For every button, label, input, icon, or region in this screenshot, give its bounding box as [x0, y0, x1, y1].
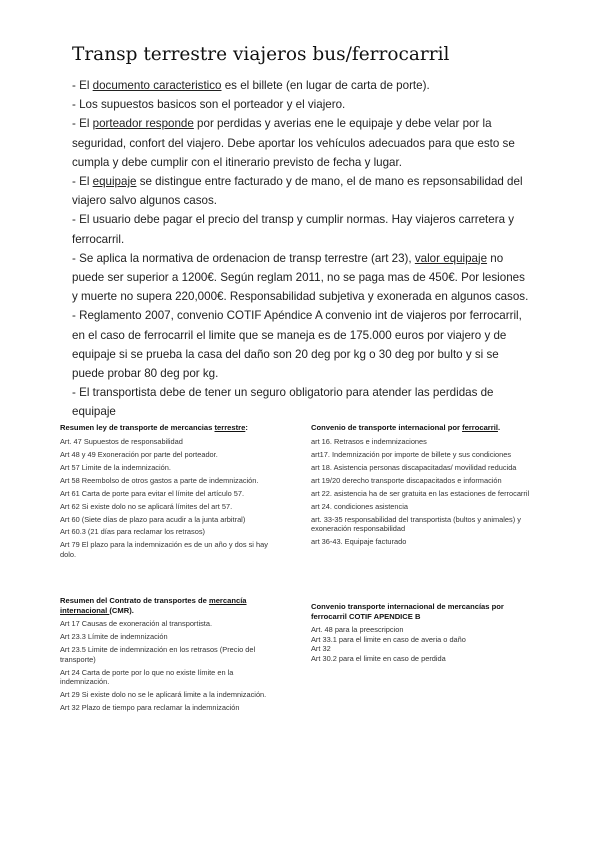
paragraph: [72, 172, 532, 210]
text: es el billete (en lugar de carta de porte).: [221, 79, 430, 92]
text: (CMR).: [109, 605, 134, 615]
list-item: art 18. Asistencia personas discapacitadas/ movilidad reducida: [311, 462, 517, 472]
main-text: [72, 76, 532, 422]
list-item: Art 62 Si existe dolo no se aplicará límites del art 57.: [60, 501, 233, 511]
list-item: Art 23.3 Límite de indemnización: [60, 632, 168, 642]
list-item: art17. Indemnización por importe de billete y sus condiciones: [311, 449, 512, 459]
paragraph: - Los supuestos basicos son el porteador y el viajero.: [72, 98, 346, 112]
paragraph: - El transportista debe de tener un seguro obligatorio para atender las perdidas de equipaje: [72, 386, 494, 419]
list-item: Art 23.5 Limite de indemnización en los retrasos (Precio del transporte): [60, 645, 256, 664]
list-item: Art. 48 para la preescripcion: [311, 625, 404, 635]
underlined-term: mercancía internacional: [60, 596, 247, 615]
text: Convenio de transporte internacional por: [311, 423, 463, 432]
text: Resumen del Contrato de transportes de: [60, 596, 209, 605]
list-item: Art 79 El plazo para la indemnización es de un año y dos si hay dolo.: [60, 540, 268, 560]
underlined-term: porteador responde: [92, 117, 194, 131]
list-item: Art 33.1 para el limite en caso de averia o daño: [311, 634, 466, 644]
text: .: [497, 423, 501, 432]
underlined-term: valor equipaje: [414, 251, 488, 265]
item-list: [311, 625, 533, 663]
text: - El: [72, 175, 93, 189]
section-heading: [60, 596, 278, 615]
list-item: Art 24 Carta de porte por lo que no existe límite en la indemnización.: [60, 667, 234, 687]
summary-terrestre: [60, 423, 278, 563]
text: - Se aplica la normativa de ordenacion de transp terrestre (art 23),: [72, 251, 415, 265]
list-item: Art 60.3 (21 días para reclamar los retrasos): [60, 527, 205, 537]
list-item: art 16. Retrasos e indemnizaciones: [311, 436, 427, 446]
paragraph: [72, 76, 532, 95]
underlined-term: equipaje: [92, 175, 137, 189]
list-item: Art 48 y 49 Exoneración por parte del porteador.: [60, 449, 218, 459]
text: Resumen ley de transporte de mercancias: [60, 423, 215, 432]
list-item: Art 32: [311, 644, 331, 654]
paragraph: - El usuario debe pagar el precio del transp y cumplir normas. Hay viajeros carretera y ferrocarril.: [72, 213, 515, 246]
underlined-term: documento caracteristico: [92, 79, 222, 92]
text: - El: [72, 79, 93, 92]
list-item: art 24. condiciones asistencia: [311, 501, 408, 511]
text: - El: [72, 117, 93, 131]
convenio-ferrocarril: [311, 423, 533, 550]
paragraph: [72, 249, 532, 307]
text: se distingue entre facturado y de mano, el de mano es repsonsabilidad del viajero salvo algunos casos.: [72, 175, 523, 208]
summary-cmr: [60, 596, 278, 716]
underlined-term: ferrocarril: [462, 423, 498, 432]
section-heading: Convenio transporte internacional de mercancías por ferrocarril COTIF APENDICE B: [311, 602, 504, 621]
text: no puede ser superior a 1200€. Según reglam 2011, no se paga mas de 450€. Por lesiones y muerte no supera 220,000€. Responsabilidad subjetiva y exonerada en algunos casos.: [72, 251, 529, 304]
text: por perdidas y averias ene le equipaje y debe velar por la seguridad, confort del viajero. Debe aportar los vehículos adecuados para que esto se cumpla y debe cumplir con el itinerario previsto de fecha y lugar.: [72, 117, 515, 169]
convenio-cotif-b: [311, 602, 533, 664]
page-title: Transp terrestre viajeros bus/ferrocarril: [72, 44, 450, 65]
list-item: art 36-43. Equipaje facturado: [311, 537, 407, 547]
list-item: art 22. asistencia ha de ser gratuita en las estaciones de ferrocarril: [311, 488, 530, 498]
section-heading: [311, 423, 533, 433]
list-item: art. 33-35 responsabilidad del transportista (bultos y animales) y exoneración responsabilidad: [311, 514, 521, 534]
paragraph: [72, 114, 532, 172]
list-item: Art 60 (Siete días de plazo para acudir a la junta arbitral): [60, 514, 246, 524]
list-item: Art 17 Causas de exoneración al transportista.: [60, 619, 213, 629]
list-item: Art 57 Limite de la indemnización.: [60, 462, 171, 472]
paragraph: - Reglamento 2007, convenio COTIF Apéndice A convenio int de viajeros por ferrocarril, en el caso de ferrocarril el limite que se maneja es de 175.000 euros por viajero y de equipaje si se prueba la casa del daño son 20 deg por kg o 30 deg por bulto y si se puede probar 80 deg por kg.: [72, 309, 522, 381]
list-item: Art. 47 Supuestos de responsabilidad: [60, 436, 183, 446]
text: :: [245, 423, 248, 432]
list-item: Art 61 Carta de porte para evitar el límite del artículo 57.: [60, 488, 245, 498]
section-heading: [60, 423, 278, 433]
list-item: Art 32 Plazo de tiempo para reclamar la indemnización: [60, 703, 240, 713]
list-item: art 19/20 derecho transporte discapacitados e información: [311, 475, 502, 485]
list-item: Art 58 Reembolso de otros gastos a parte de indemnización.: [60, 475, 259, 485]
list-item: Art 30.2 para el limite en caso de perdida: [311, 653, 446, 663]
list-item: Art 29 Si existe dolo no se le aplicará limite a la indemnización.: [60, 690, 267, 700]
underlined-term: terrestre: [214, 423, 246, 432]
